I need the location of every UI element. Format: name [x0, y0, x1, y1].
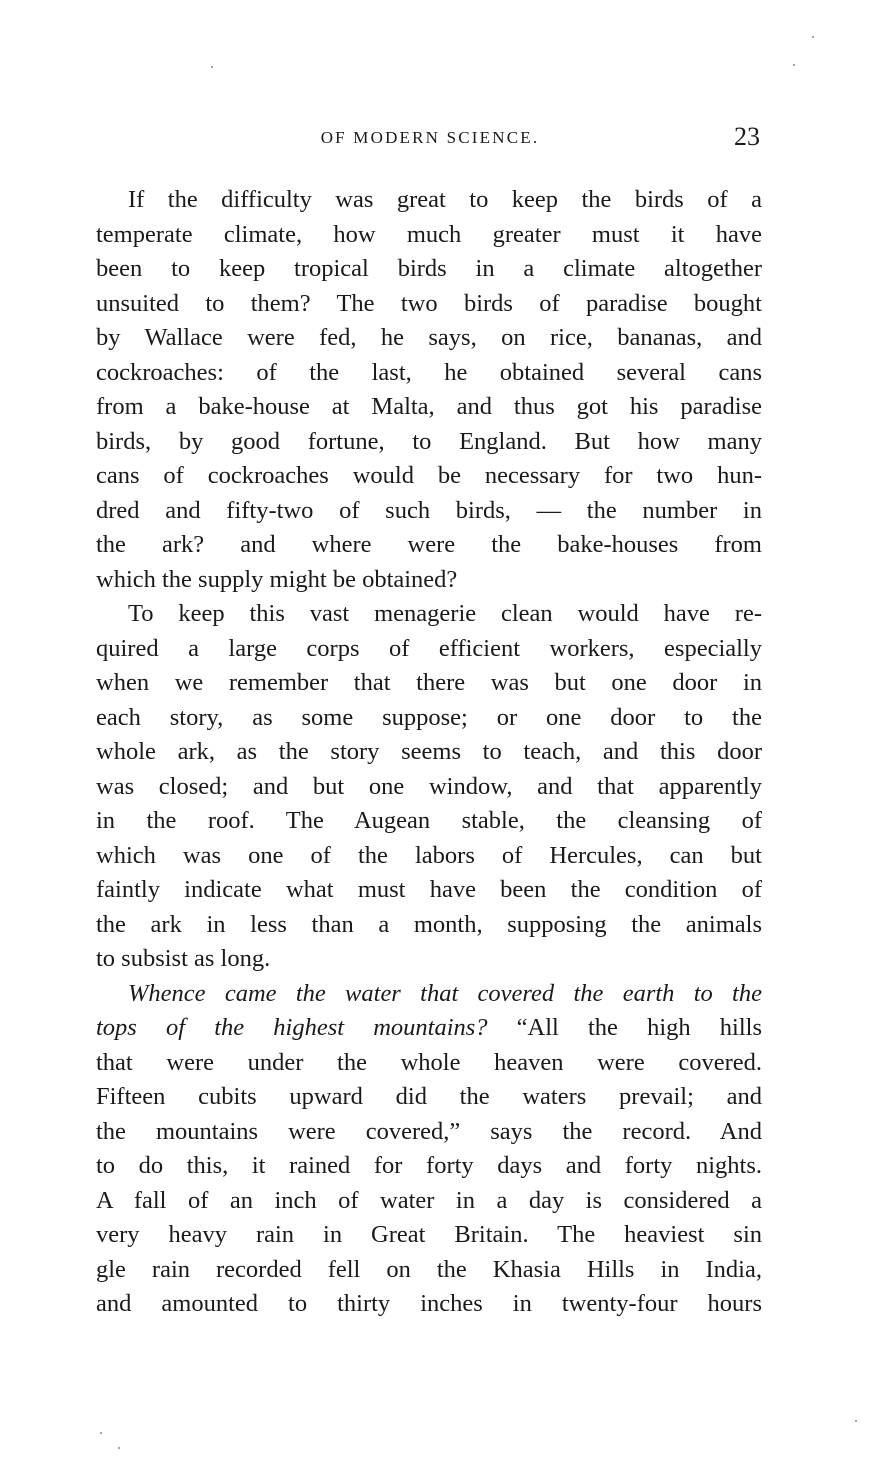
paper-speck	[211, 66, 213, 68]
text-line: was closed; and but one window, and that apparently	[96, 772, 762, 800]
text-line: cockroaches: of the last, he obtained several cans	[96, 358, 762, 386]
text-line: Fifteen cubits upward did the waters prevail; and	[96, 1083, 762, 1110]
paragraph-flood-water	[96, 977, 762, 1322]
text-line: which was one of the labors of Hercules, can but	[96, 841, 762, 869]
page-number: 23	[734, 122, 760, 151]
body-text	[96, 183, 762, 1322]
text-line: been to keep tropical birds in a climate altogether	[96, 255, 762, 282]
text-line: dred and fifty-two of such birds, — the number in	[96, 496, 762, 524]
paragraph-birds	[96, 183, 762, 597]
text-line: to do this, it rained for forty days and forty nights.	[96, 1152, 762, 1179]
text-line: gle rain recorded fell on the Khasia Hills in India,	[96, 1255, 762, 1283]
text-line: A fall of an inch of water in a day is considered a	[96, 1186, 762, 1214]
quote-start: “All the high hills	[487, 1014, 762, 1041]
text-line: whole ark, as the story seems to teach, and this door	[96, 738, 762, 765]
paper-speck	[100, 1432, 102, 1434]
italic-question-line: Whence came the water that covered the earth to the	[128, 979, 762, 1007]
text-line: If the difficulty was great to keep the birds of a	[128, 186, 762, 213]
paper-speck	[793, 64, 795, 66]
text-line: by Wallace were fed, he says, on rice, bananas, and	[96, 324, 762, 351]
text-line: and amounted to thirty inches in twenty-four hours	[96, 1290, 762, 1317]
text-line: temperate climate, how much greater must it have	[96, 220, 762, 248]
text-line	[96, 1011, 762, 1046]
paper-speck	[812, 36, 814, 38]
text-line: very heavy rain in Great Britain. The heaviest sin	[96, 1221, 762, 1248]
text-line: the mountains were covered,” says the record. And	[96, 1117, 762, 1145]
paragraph-menagerie	[96, 597, 762, 977]
running-header	[96, 122, 764, 152]
text-line: in the roof. The Augean stable, the cleansing of	[96, 807, 762, 834]
text-line: that were under the whole heaven were covered.	[96, 1048, 762, 1076]
text-line: to subsist as long.	[96, 945, 271, 972]
text-line: each story, as some suppose; or one door to the	[96, 703, 762, 731]
text-line: cans of cockroaches would be necessary for two hun-	[96, 462, 762, 489]
text-line: when we remember that there was but one door in	[96, 669, 762, 696]
text-line: the ark? and where were the bake-houses from	[96, 531, 762, 558]
paper-speck	[118, 1447, 120, 1449]
text-line: faintly indicate what must have been the condition of	[96, 876, 762, 903]
text-line: quired a large corps of efficient workers, especially	[96, 634, 762, 662]
text-line: the ark in less than a month, supposing the animals	[96, 910, 762, 938]
paper-speck	[855, 1420, 857, 1422]
text-line: To keep this vast menagerie clean would have re-	[128, 600, 762, 627]
running-title: OF MODERN SCIENCE.	[320, 128, 540, 147]
text-line: unsuited to them? The two birds of paradise bought	[96, 289, 762, 317]
text-line: from a bake-house at Malta, and thus got his paradise	[96, 393, 762, 420]
text-line: which the supply might be obtained?	[96, 565, 458, 593]
text-line: birds, by good fortune, to England. But how many	[96, 427, 762, 455]
italic-question-end: tops of the highest mountains?	[96, 1014, 488, 1041]
